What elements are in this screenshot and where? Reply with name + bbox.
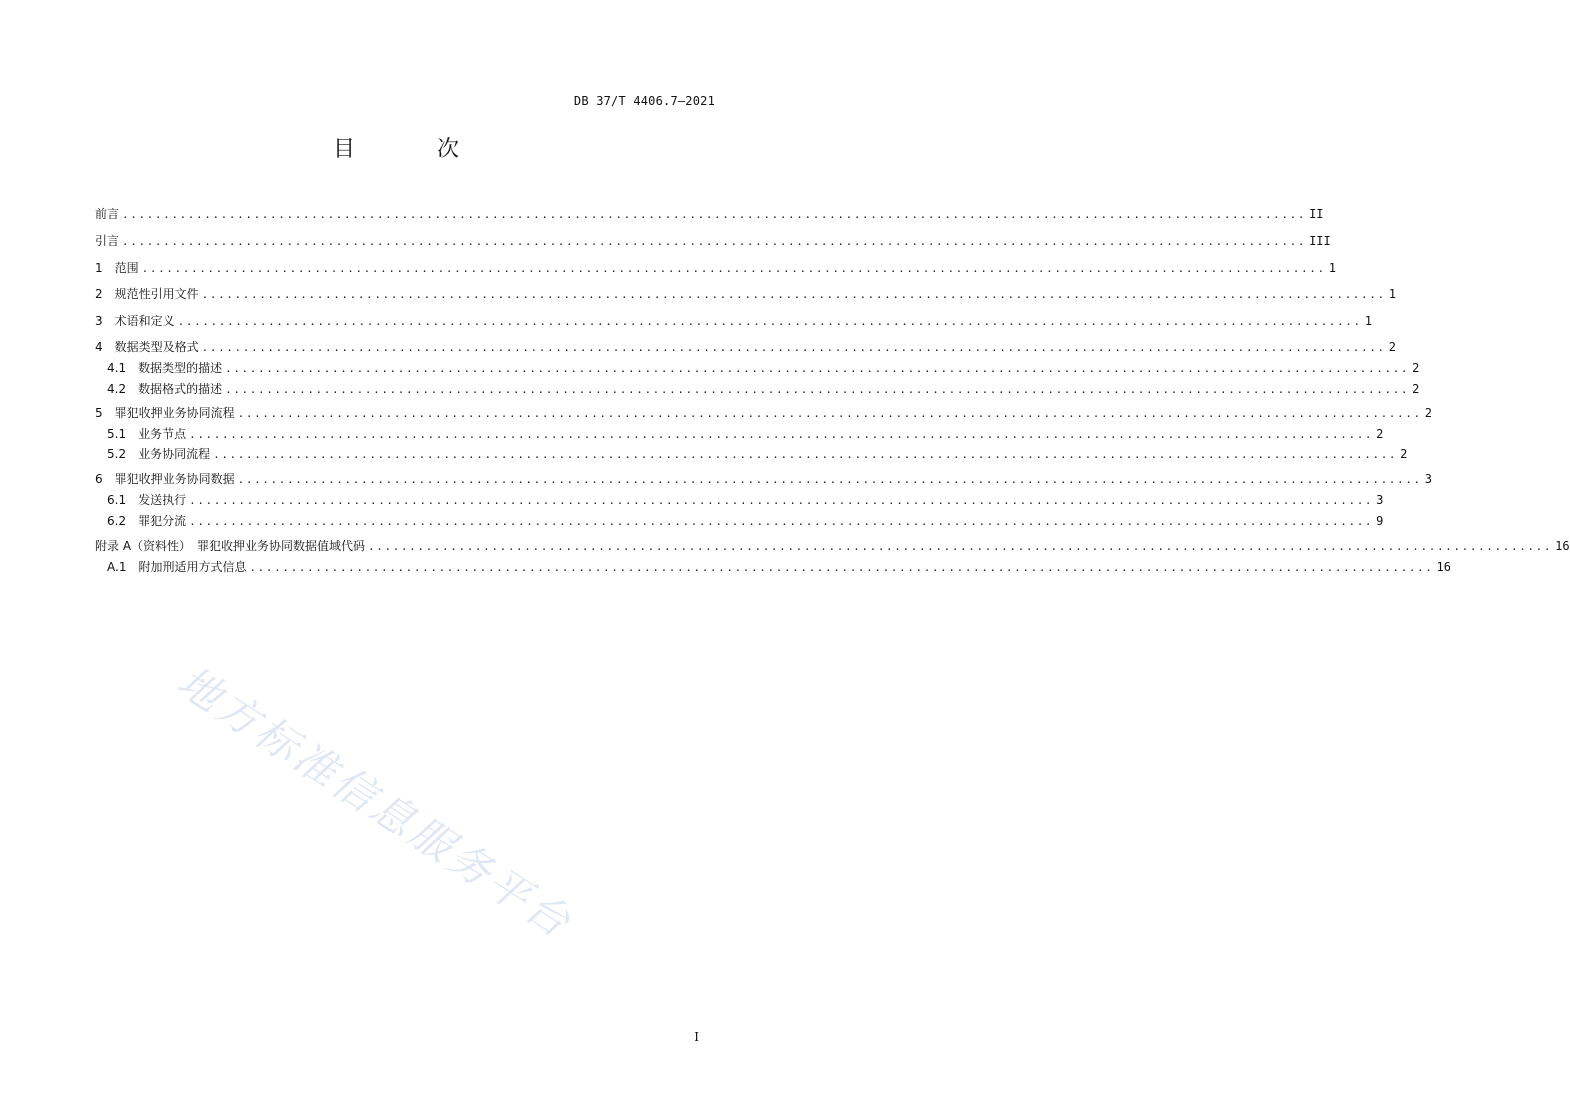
toc-entry-label: 5.2 业务协同流程	[107, 447, 211, 461]
toc-entry-label: 附录 A（资料性） 罪犯收押业务协同数据值域代码	[95, 539, 366, 553]
toc-subentry[interactable]	[95, 426, 1384, 442]
page-title: 目 次	[332, 137, 489, 162]
toc-entry-label: 4.2 数据格式的描述	[107, 382, 223, 396]
toc-entry[interactable]	[95, 233, 1331, 249]
toc-dot-leader: ................................................................................................................................................	[141, 262, 1326, 275]
page-number: I	[694, 1030, 699, 1044]
toc-dot-leader: ................................................................................................................................................	[122, 208, 1307, 221]
toc-entry-label: 6.2 罪犯分流	[107, 514, 187, 528]
toc-entry-page: 2	[1412, 382, 1420, 396]
toc-entry-page: 2	[1412, 361, 1420, 375]
toc-dot-leader: ................................................................................................................................................	[189, 515, 1374, 528]
toc-dot-leader: ................................................................................................................................................	[237, 407, 1422, 420]
toc-entry-page: III	[1309, 234, 1331, 248]
toc-entry-label: A.1 附加刑适用方式信息	[107, 560, 247, 574]
toc-entry-label: 2 规范性引用文件	[95, 287, 199, 301]
toc-dot-leader: ................................................................................................................................................	[213, 448, 1398, 461]
toc-entry-page: 2	[1388, 340, 1396, 354]
toc-dot-leader: ................................................................................................................................................	[225, 383, 1410, 396]
toc-entry-label: 6 罪犯收押业务协同数据	[95, 472, 235, 486]
toc-dot-leader: ................................................................................................................................................	[122, 235, 1307, 248]
toc-entry[interactable]	[95, 313, 1372, 329]
toc-entry-label: 5 罪犯收押业务协同流程	[95, 406, 235, 420]
toc-subentry[interactable]	[95, 381, 1420, 397]
toc-entry-page: II	[1309, 207, 1324, 221]
toc-subentry[interactable]	[95, 513, 1384, 529]
toc-entry-label: 4 数据类型及格式	[95, 340, 199, 354]
toc-dot-leader: ................................................................................................................................................	[189, 428, 1374, 441]
toc-dot-leader: ................................................................................................................................................	[249, 561, 1434, 574]
toc-entry[interactable]	[95, 471, 1432, 487]
toc-entry-label: 引言	[95, 234, 120, 248]
toc-subentry[interactable]	[95, 446, 1408, 462]
toc-entry[interactable]	[95, 260, 1336, 276]
toc-entry-page: 2	[1400, 447, 1408, 461]
watermark-text: 地方标准信息服务平台	[168, 656, 582, 949]
toc-dot-leader: ................................................................................................................................................	[201, 341, 1386, 354]
toc-entry-page: 16	[1555, 539, 1570, 553]
toc-entry-page: 2	[1376, 427, 1384, 441]
toc-entry-label: 1 范围	[95, 261, 139, 275]
toc-entry[interactable]	[95, 206, 1324, 222]
toc-entry-page: 1	[1328, 261, 1336, 275]
toc-entry-page: 3	[1376, 493, 1384, 507]
document-code: DB 37/T 4406.7—2021	[573, 94, 715, 108]
toc-dot-leader: ................................................................................................................................................	[368, 540, 1553, 553]
toc-subentry[interactable]	[95, 492, 1384, 508]
toc-entry[interactable]	[95, 538, 1570, 554]
toc-entry-page: 3	[1424, 472, 1432, 486]
toc-entry-page: 9	[1376, 514, 1384, 528]
toc-dot-leader: ................................................................................................................................................	[237, 473, 1422, 486]
toc-entry-label: 3 术语和定义	[95, 314, 175, 328]
toc-dot-leader: ................................................................................................................................................	[201, 288, 1386, 301]
toc-entry-label: 4.1 数据类型的描述	[107, 361, 223, 375]
toc-subentry[interactable]	[95, 559, 1451, 575]
toc-entry-page: 16	[1436, 560, 1451, 574]
toc-entry-label: 5.1 业务节点	[107, 427, 187, 441]
toc-entry-label: 前言	[95, 207, 120, 221]
toc-entry-label: 6.1 发送执行	[107, 493, 187, 507]
toc-entry[interactable]	[95, 405, 1432, 421]
toc-subentry[interactable]	[95, 360, 1420, 376]
toc-entry-page: 1	[1388, 287, 1396, 301]
toc-dot-leader: ................................................................................................................................................	[177, 315, 1362, 328]
toc-dot-leader: ................................................................................................................................................	[225, 362, 1410, 375]
toc-dot-leader: ................................................................................................................................................	[189, 494, 1374, 507]
toc-entry[interactable]	[95, 339, 1396, 355]
toc-entry-page: 2	[1424, 406, 1432, 420]
toc-entry[interactable]	[95, 286, 1396, 302]
toc-entry-page: 1	[1364, 314, 1372, 328]
